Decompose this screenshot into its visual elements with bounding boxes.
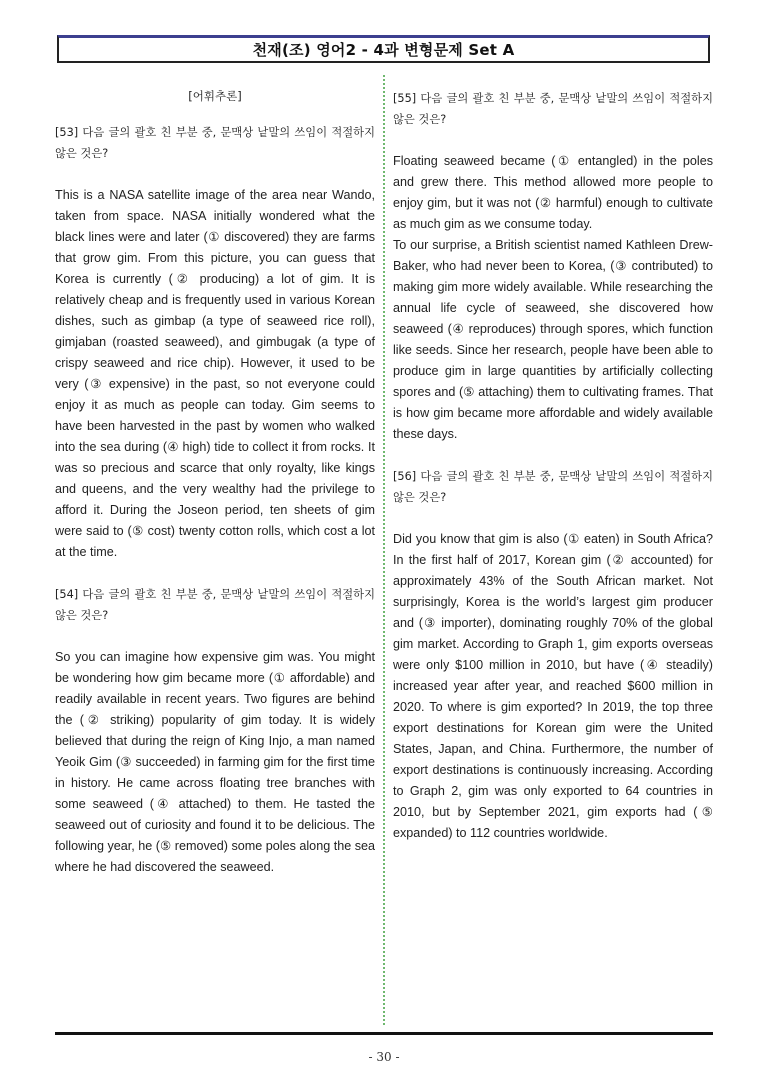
column-divider	[383, 75, 385, 1025]
right-column	[393, 88, 713, 865]
question-54-passage: So you can imagine how expensive gim was. You might be wondering how gim became more (① affordable) and readily available in recent years. Two figures are behind the (② striking) popularity of gim today. It is widely believed that during the reign of King Injo, a man named Yeoik Gim (③ succeeded) in farming gim for the first time in history. He came across floating tree branches with some seaweed (④ attached) to them. He tasted the seaweed out of curiosity and found it to be delicious. The following year, he (⑤ removed) some poles along the sea where he had discovered the seaweed.	[55, 650, 376, 874]
footer-rule	[55, 1032, 713, 1035]
question-53-prompt: [53] 다음 글의 괄호 친 부분 중, 문맥상 낱말의 쓰임이 적절하지 않은 것은?	[55, 126, 375, 160]
question-55-prompt: [55] 다음 글의 괄호 친 부분 중, 문맥상 낱말의 쓰임이 적절하지 않은 것은?	[393, 92, 713, 126]
question-53-passage: This is a NASA satellite image of the area near Wando, taken from space. NASA initially wondered what the black lines were and later (① discovered) they are farms that grow gim. From this picture, you can guess that Korea is currently (② producing) a lot of gim. It is relatively cheap and is frequently used in various Korean dishes, such as gimbap (a type of seaweed rice roll), gimjaban (roasted seaweed), and gimbugak (a type of crispy seaweed and rice chip). However, it used to be very (③ expensive) in the past, so not everyone could enjoy it as much as people can today. Gim seems to have been harvested in the past by women who walked into the sea during (④ high) tide to collect it from rocks. It was so precious and scarce that only royalty, like kings and queens, and the very wealthy had the privilege to afford it. During the Joseon period, ten sheets of gim were said to (⑤ cost) twenty cotton rolls, which cost a lot at the time.	[55, 188, 375, 559]
question-55-passage-part1: Floating seaweed became (① entangled) in the poles and grew there. This method allowed more people to enjoy gim, but it was not (② harmful) enough to cultivate as much gim as we consume today.	[393, 154, 713, 231]
question-54-prompt: [54] 다음 글의 괄호 친 부분 중, 문맥상 낱말의 쓰임이 적절하지 않은 것은?	[55, 588, 375, 622]
question-56-prompt: [56] 다음 글의 괄호 친 부분 중, 문맥상 낱말의 쓰임이 적절하지 않은 것은?	[393, 470, 713, 504]
question-56-passage: Did you know that gim is also (① eaten) in South Africa? In the first half of 2017, Korean gim (② accounted) for approximately 43% of the South African market. Not surprisingly, Korea is the world’s largest gim producer and (③ importer), dominating roughly 70% of the global gim market. According to Graph 1, gim exports overseas were only $100 million in 2010, but have (④ steadily) increased year after year, and reached $600 million in 2020. To where is gim exported? In 2019, the top three export destinations for Korean gim were the United States, Japan, and China. Furthermore, the number of export destinations is continuously increasing. According to Graph 2, gim was only exported to 64 countries in 2010, but by September 2021, gim exports had (⑤ expanded) to 112 countries worldwide.	[393, 532, 713, 840]
page-number: - 30 -	[368, 1050, 400, 1064]
page-header	[57, 35, 710, 63]
question-55-passage-part2: To our surprise, a British scientist named Kathleen Drew-Baker, who had never been to Korea, (③ contributed) to making gim more widely available. While researching the annual life cycle of seaweed, she discovered how seaweed (④ reproduces) through spores, which function like seeds. Since her research, people have been able to produce gim in large quantities by artificially collecting spores and (⑤ attaching) them to cultivating frames. That is how gim became more affordable and widely available these days.	[393, 238, 713, 441]
left-column	[55, 88, 375, 899]
page-title: 천재(조) 영어2 - 4과 변형문제 Set A	[252, 41, 515, 59]
section-label: [어휘추론]	[188, 89, 242, 103]
